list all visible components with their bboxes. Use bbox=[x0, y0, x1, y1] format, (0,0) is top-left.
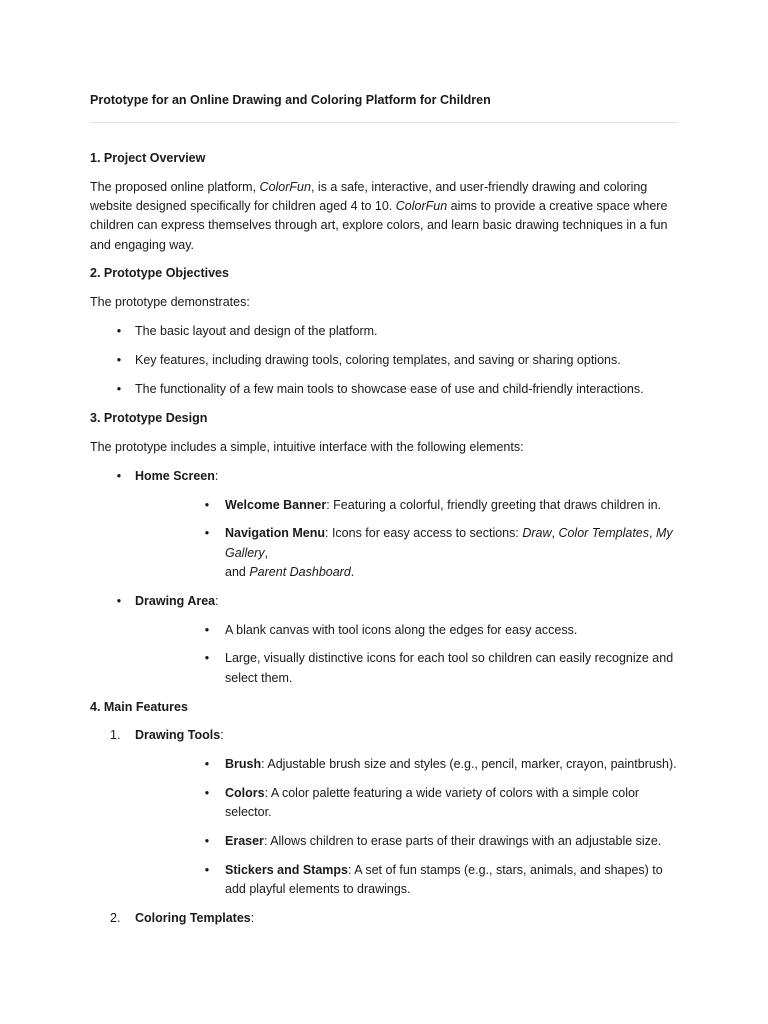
text-run: aims to provide a creative space where children can express themselves through art, explore colors, and learn basic drawing techniques in a fun and engaging way. bbox=[90, 199, 668, 252]
punct: , bbox=[649, 526, 656, 541]
title-divider bbox=[90, 122, 678, 123]
document-title: Prototype for an Online Drawing and Coloring Platform for Children bbox=[90, 93, 491, 107]
list-item-text: Large, visually distinctive icons for each tool so children can easily recognize and select them. bbox=[225, 651, 674, 685]
punct: : bbox=[214, 468, 219, 483]
nav-draw: Draw bbox=[522, 526, 552, 541]
bullet-icon: • bbox=[204, 526, 210, 541]
drawing-area-sublist bbox=[135, 621, 678, 688]
design-list bbox=[90, 467, 678, 688]
bullet-icon: • bbox=[204, 834, 210, 849]
stickers-and-stamps-text: : A set of fun stamps (e.g., stars, animals, and shapes) to add playful elements to drawings. bbox=[225, 863, 663, 897]
list-item-text: A blank canvas with tool icons along the edges for easy access. bbox=[225, 622, 578, 637]
drawing-tools-label: Drawing Tools bbox=[135, 728, 221, 743]
bullet-icon: • bbox=[116, 593, 122, 608]
project-overview-paragraph bbox=[90, 178, 678, 255]
bullet-icon: • bbox=[204, 497, 210, 512]
brush-label: Brush bbox=[225, 757, 262, 772]
list-item bbox=[135, 621, 678, 640]
bullet-icon: • bbox=[204, 622, 210, 637]
punct: : bbox=[215, 593, 219, 608]
list-item-welcome-banner bbox=[135, 496, 678, 515]
nav-parent-dashboard: Parent Dashboard bbox=[249, 564, 351, 579]
welcome-banner-text: : Featuring a colorful, friendly greeting that draws children in. bbox=[326, 497, 662, 512]
eraser-label: Eraser bbox=[225, 834, 264, 849]
punct: : bbox=[220, 728, 224, 743]
list-item-eraser bbox=[135, 832, 678, 851]
drawing-tools-sublist bbox=[135, 755, 678, 899]
list-item bbox=[135, 649, 678, 687]
list-item-text: The functionality of a few main tools to showcase ease of use and child-friendly interactions. bbox=[135, 381, 644, 396]
navigation-menu-text: : Icons for easy access to sections: bbox=[325, 526, 523, 541]
bullet-icon: • bbox=[116, 468, 122, 483]
coloring-templates-label: Coloring Templates bbox=[135, 911, 251, 926]
design-intro: The prototype includes a simple, intuitive interface with the following elements: bbox=[90, 439, 524, 454]
colors-text: : A color palette featuring a wide variety of colors with a simple color selector. bbox=[225, 786, 640, 820]
list-item bbox=[90, 380, 678, 399]
list-item bbox=[90, 322, 678, 341]
nav-my-gallery: My Gallery bbox=[225, 526, 673, 560]
list-item-brush bbox=[135, 755, 678, 774]
features-list bbox=[90, 726, 678, 928]
eraser-text: : Allows children to erase parts of their drawings with an adjustable size. bbox=[263, 834, 662, 849]
home-screen-label: Home Screen bbox=[135, 468, 215, 483]
bullet-icon: • bbox=[204, 863, 210, 878]
bullet-icon: • bbox=[204, 786, 210, 801]
section-4-heading: 4. Main Features bbox=[90, 699, 188, 714]
nav-color-templates: Color Templates bbox=[558, 526, 650, 541]
stickers-and-stamps-label: Stickers and Stamps bbox=[225, 863, 348, 878]
punct: . bbox=[350, 564, 355, 579]
bullet-icon: • bbox=[116, 353, 122, 368]
bullet-icon: • bbox=[204, 651, 210, 666]
list-item-drawing-tools bbox=[90, 726, 678, 899]
list-item-drawing-area bbox=[90, 592, 678, 688]
punct: , bbox=[551, 526, 559, 541]
section-3-heading: 3. Prototype Design bbox=[90, 410, 208, 425]
navigation-menu-label: Navigation Menu bbox=[225, 526, 326, 541]
list-item-navigation-menu bbox=[135, 524, 678, 582]
section-2-heading: 2. Prototype Objectives bbox=[90, 266, 229, 281]
list-item-colors bbox=[135, 784, 678, 822]
drawing-area-label: Drawing Area bbox=[135, 593, 216, 608]
text-run: and bbox=[225, 564, 250, 579]
text-run: , is a safe, interactive, and user-friendly drawing and coloring website designed specifically for children aged 4 to 10. bbox=[90, 179, 648, 214]
punct: : bbox=[250, 911, 255, 926]
list-item-stickers-and-stamps bbox=[135, 861, 678, 899]
colorfun-name: ColorFun bbox=[395, 199, 448, 214]
document-body bbox=[90, 149, 678, 938]
list-number: 2. bbox=[110, 911, 121, 926]
list-item bbox=[90, 351, 678, 370]
list-item-text: Key features, including drawing tools, coloring templates, and saving or sharing options. bbox=[135, 353, 621, 368]
objectives-list bbox=[90, 322, 678, 399]
home-screen-sublist bbox=[135, 496, 678, 583]
list-item-text: The basic layout and design of the platform. bbox=[135, 324, 378, 339]
list-item-home-screen bbox=[90, 467, 678, 582]
welcome-banner-label: Welcome Banner bbox=[225, 497, 327, 512]
text-run: The proposed online platform, bbox=[90, 179, 260, 194]
punct: , bbox=[264, 545, 269, 560]
list-item-coloring-templates bbox=[90, 909, 678, 928]
colors-label: Colors bbox=[225, 786, 265, 801]
bullet-icon: • bbox=[116, 324, 122, 339]
bullet-icon: • bbox=[204, 757, 210, 772]
bullet-icon: • bbox=[116, 381, 122, 396]
brush-text: : Adjustable brush size and styles (e.g., pencil, marker, crayon, paintbrush). bbox=[261, 757, 677, 772]
list-number: 1. bbox=[110, 728, 121, 743]
section-1-heading: 1. Project Overview bbox=[90, 151, 206, 165]
objectives-intro: The prototype demonstrates: bbox=[90, 295, 250, 310]
colorfun-name: ColorFun bbox=[259, 179, 311, 194]
